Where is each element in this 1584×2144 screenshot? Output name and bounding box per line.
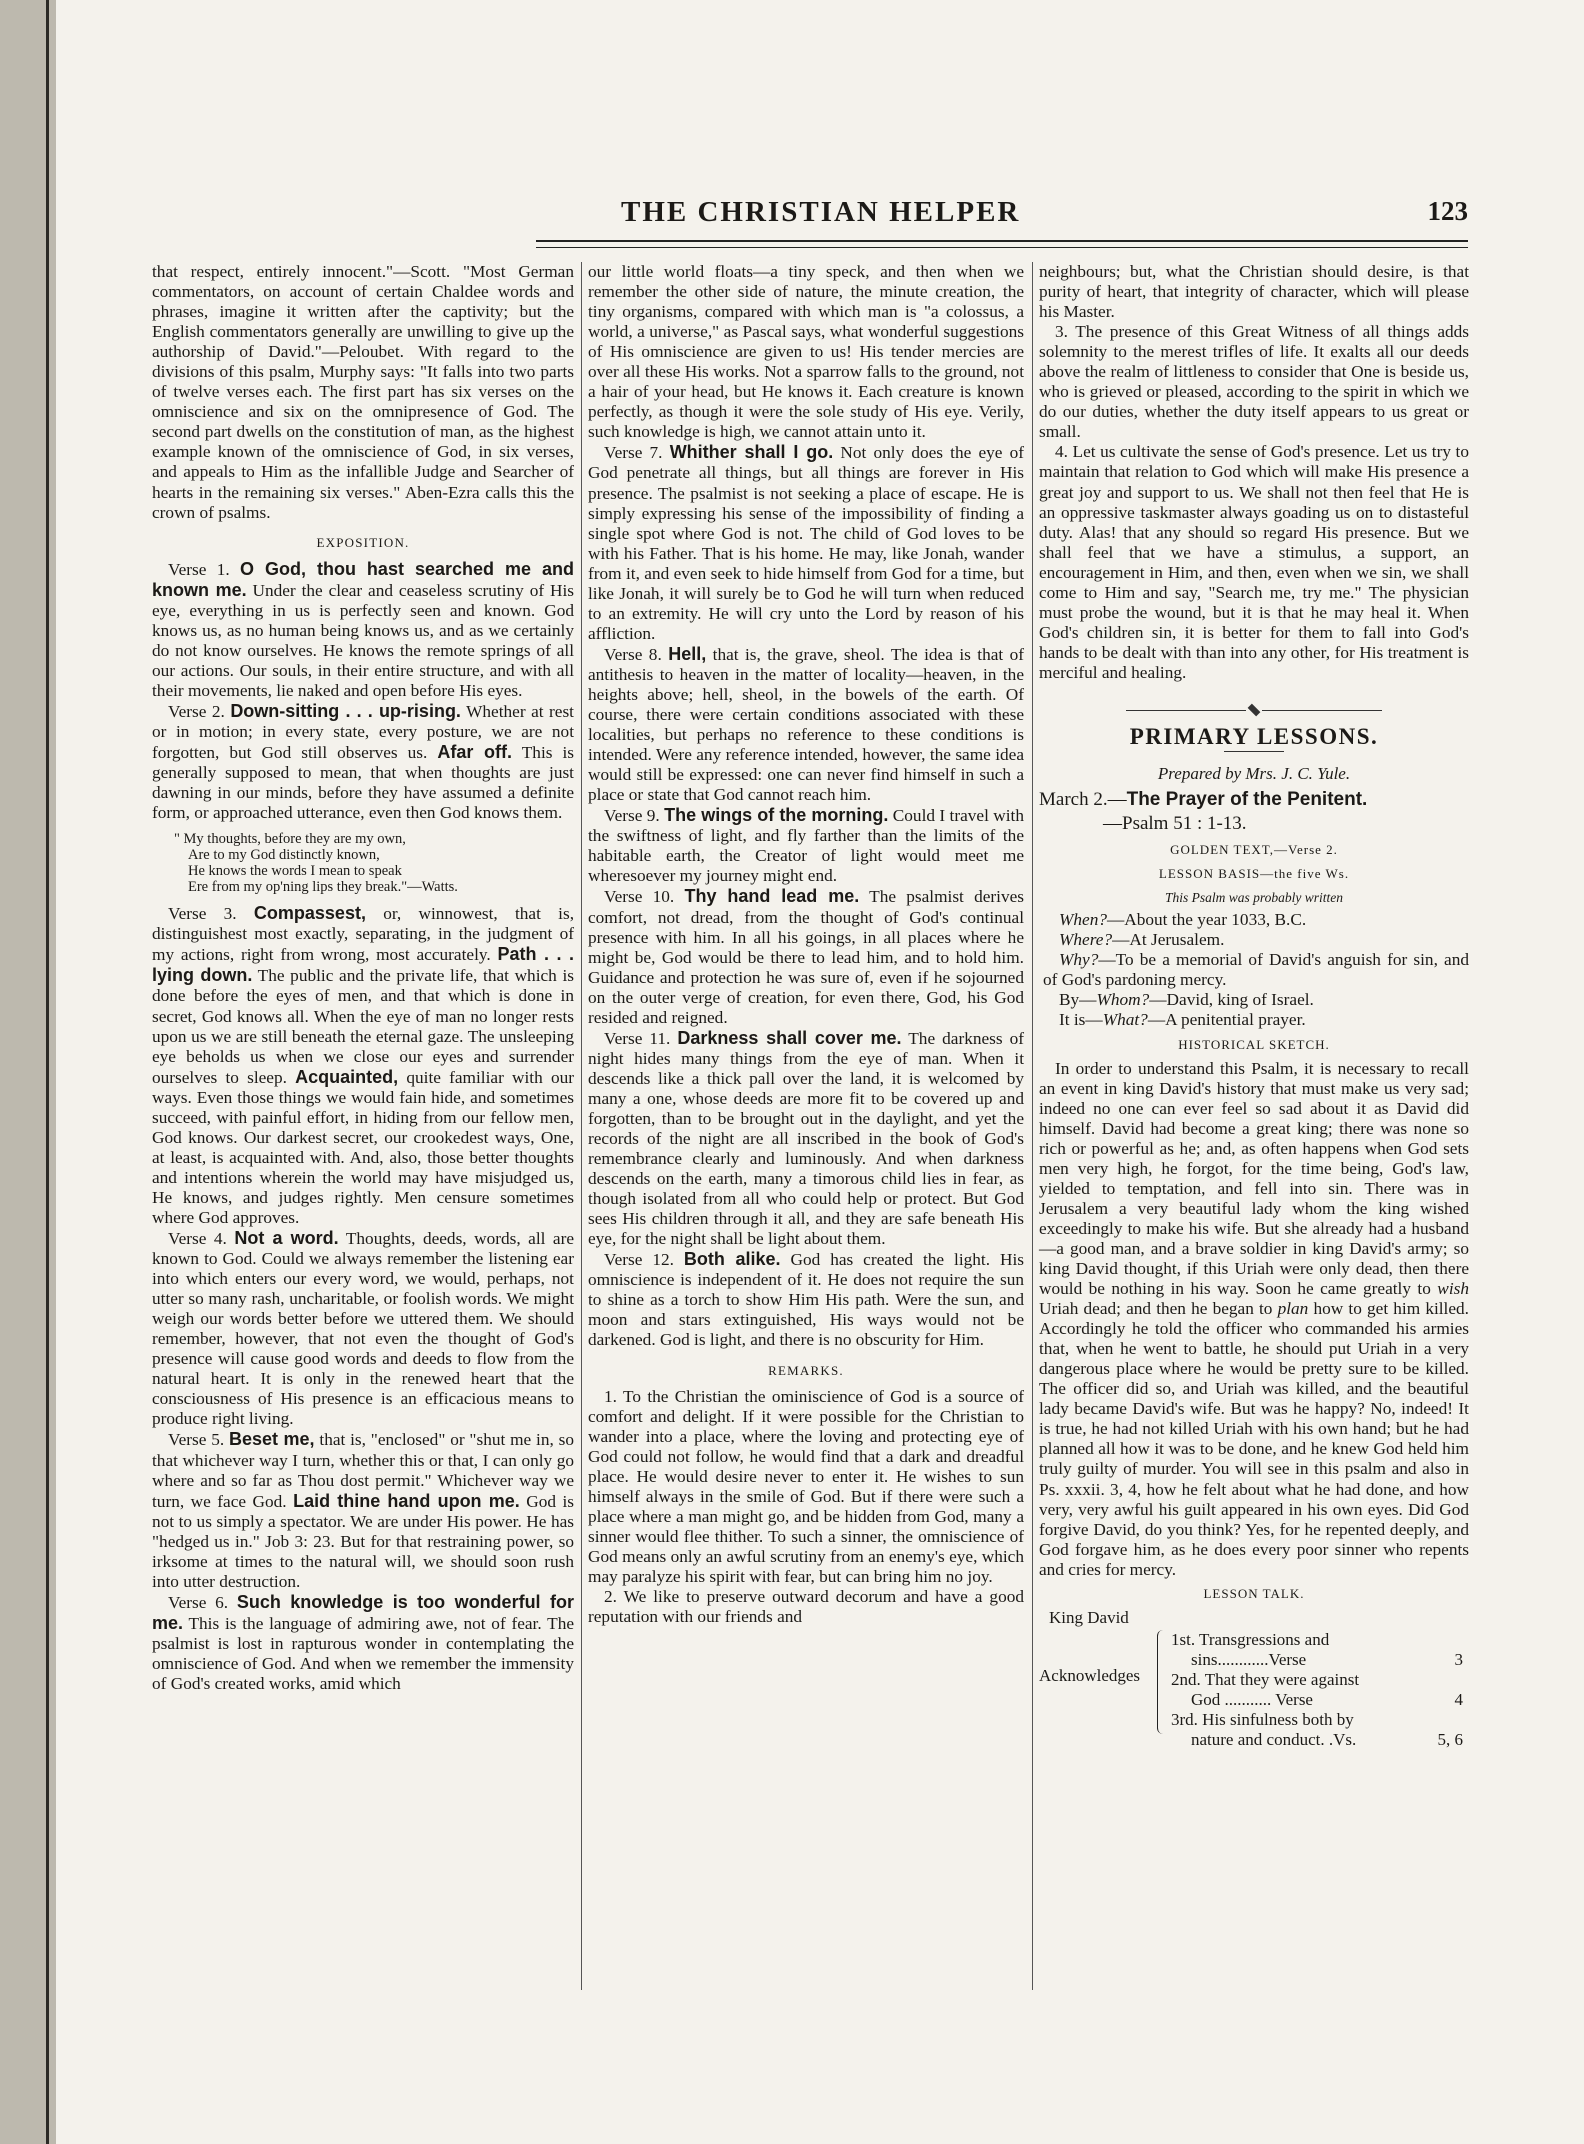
talk-subject: King David <box>1049 1607 1129 1627</box>
remark-2: 2. We like to preserve outward decorum and have a good reputation with our friends and <box>588 1587 1024 1627</box>
lesson-title: March 2.—The Prayer of the Penitent. —Psalm 51 : 1-13. <box>1039 789 1368 835</box>
column-rule-2 <box>1032 262 1033 1990</box>
what-line: It is—What?—A penitential prayer. <box>1059 1010 1306 1030</box>
verse-8-note: Verse 8. Hell, that is, the grave, sheol. The idea is that of antithesis to heaven in the matter of locality—heaven, in the heights above; hell, sheol, in the bowels of the earth. Of course, there were certain conditions associated with these localities, but perhaps no reference to these conditions is intended. Were any reference intended, however, the same idea would still be expressed: one can never find himself in such a place or state that God cannot reach him. <box>588 643 1025 805</box>
verse-4-note: Verse 4. Not a word. Thoughts, deeds, words, all are known to God. Could we always remember the listening ear into which enters our every word, we would, perhaps, not utter so many rash, uncharitable, or foolish words. We might weigh our words better before we uttered them. We should remember, however, that not even the thought of God's presence will cause good words and deeds to flow from the natural heart. It is only in the renewed heart that the consciousness of His presence is an efficacious means to produce right living. <box>152 1228 575 1429</box>
brace <box>1157 1630 1166 1734</box>
verse-11-note: Verse 11. Darkness shall cover me. The darkness of night hides many things from the eye of man. When it descends like a thick pall over the land, it is welcomed by many a one, whose deeds are more fit to be covered up and forgotten, than to be brought out in the daylight, and yet the records of the night are all inscribed in the book of God's remembrance clearly and luminously. And when darkness descends on the earth, many a timorous child lies in fear, as though isolated from all who could help or protect. But God sees His children through it all, and they are safe beneath His eye, for the night shall be light about them. <box>588 1027 1024 1249</box>
historical-sketch: In order to understand this Psalm, it is necessary to recall an event in king David's history that must make us very sad; indeed no one can ever feel so sad about it as David did himself. David had become a great king; there was none so rich or powerful as he; and, as often happens when God sets men very high, he forgot, for the time being, God's law, yielded to temptation, and fell into sin. There was in Jerusalem a very beautiful lady whom the king wished exceedingly to make his wife. But she already had a husband—a good man, and a brave soldier in king David's army; so king David thought, if this Uriah were only dead, then there would be nothing in his way. Soon he came greatly to wish Uriah dead; and then he began to plan how to get him killed. Accordingly he told the officer who commanded his armies that, when he went to battle, he should put Uriah in a very dangerous place where he would be pretty sure to be killed. The officer did so, and Uriah was killed, and the beautiful lady became David's wife. But was he happy? No, indeed! It is true, he had not killed Uriah with his own hand; but he had planned all how it was to be done, and he knew God held him truly guilty of murder. You will see in this psalm and also in Ps. xxxii. 3, 4, how he felt about what he had done, and how very, very awful his guilt appeared in his own eyes. Did God forgive David, do you think? Yes, for he repented deeply, and God forgave him, as he does every poor sinner who repents and cries for mercy. <box>1039 1058 1469 1579</box>
lesson-talk-heading: LESSON TALK. <box>1203 1585 1305 1601</box>
primary-lessons-title: PRIMARY LESSONS. <box>1129 723 1379 749</box>
historical-sketch-heading: HISTORICAL SKETCH. <box>1178 1036 1330 1052</box>
verse-2-note: Verse 2. Down-sitting . . . up-rising. Whether at rest or in motion; in every state, every posture, we are not forgotten, but God still observes us. Afar off. This is generally supposed to mean, that when thoughts are just dawning in our minds, before they have assumed a definite form, or approached utterance, even then God knows them. <box>152 700 575 823</box>
remark-3: 3. The presence of this Great Witness of all things adds solemnity to the merest trifles of life. It exalts all our deeds above the realm of littleness to consider that One is beside us, who is grieved or pleased, according to the spirit in which we do our duties, whether the duty itself appears to us great or small. <box>1039 322 1469 442</box>
talk-verb: Acknowledges <box>1039 1665 1141 1685</box>
remark-2-continued: neighbours; but, what the Christian should desire, is that purity of heart, that integrity of character, which will please his Master. <box>1039 262 1469 322</box>
watts-quotation: " My thoughts, before they are my own, Are to my God distinctly known, He knows the words I mean to speak Ere from my op'ning lips they break."—Watts. <box>174 831 458 896</box>
header-rule <box>536 240 1468 248</box>
remark-1: 1. To the Christian the ominiscience of God is a source of comfort and delight. If it were possible for the Christian to wander into a place, where the loving and protecting eye of God could not follow, he would find that a dark and dreadful place. He would desire never to enter it. He wishes to sun himself always in the smile of God. But if there were such a place where a man might go, and be hidden from God, many a sinner would flee thither. To such a sinner, the omniscience of God means only an awful scrutiny from an enemy's eye, which may paralyze his spirit with fear, but can bring him no joy. <box>588 1386 1024 1586</box>
page-number: 123 <box>1427 196 1468 226</box>
column-rule-1 <box>581 262 582 1990</box>
talk-item: 2nd. That they were against <box>1171 1669 1360 1689</box>
column-3 <box>1039 262 1469 1749</box>
psalm-note: This Psalm was probably written <box>1164 890 1344 906</box>
verse-5-note: Verse 5. Beset me, that is, "enclosed" or "shut me in, so that whichever way I turn, whether this or that, I can only go where and so far as Thou dost permit." Whichever way we turn, we face God. Laid thine hand upon me. God is not to us simply a spectator. We are under His power. He has "hedged us in." Job 3: 23. But for that restraining power, so irksome at times to the natural will, we should soon rush into utter destruction. <box>152 1429 574 1591</box>
running-title: THE CHRISTIAN HELPER <box>621 196 1021 228</box>
byline: Prepared by Mrs. J. C. Yule. <box>1157 764 1351 784</box>
verse-7-note: Verse 7. Whither shall I go. Not only does the eye of God penetrate all things, but all things are forever in His presence. The psalmist is not seeking a place of escape. He is simply expressing his sense of the impossibility of finding a single spot where God is not. The child of God loves to be with his Father. That is his home. He may, like Jonah, wander from it, and even seek to hide himself from God for a time, but like Jonah, it will surely be to God he will turn when reduced to an extremity. He will cry unto the Lord by reason of his affliction. <box>588 442 1024 643</box>
why-line: Why?—To be a memorial of David's anguish for sin, and of God's pardoning mercy. <box>1043 950 1469 990</box>
verse-3-note: Verse 3. Compassest, or, winnowest, that is, distinguishest most exactly, separating, in the judgment of my actions, right from wrong, most accurately. Path . . . lying down. The public and the private life, that which is done before the eyes of men, and that which is done in secret, God knows all. When the eye of man no longer rests upon us we are still beneath the eternal gaze. The unsleeping eye beholds us when we close our eyes and surrender ourselves to sleep. Acquainted, quite familiar with our ways. Even those things we would fain hide, and sometimes succeed, with painful effort, in hiding from our fellow men, God knows. Our darkest secret, our crookedest ways, One, at least, is acquainted with. And, also, those better thoughts and intentions wherein the world may have misjudged us, He knows, and judges rightly. Men censure sometimes where God approves. <box>152 903 575 1227</box>
book-spine-edge <box>0 0 58 2144</box>
talk-item: 3rd. His sinfulness both by <box>1171 1709 1354 1729</box>
exposition-heading: EXPOSITION. <box>316 534 410 550</box>
verse-1-heading: O God, thou hast searched me and known me. <box>152 558 574 600</box>
verse-10-note: Verse 10. Thy hand lead me. The psalmist derives comfort, not dread, from the thought of God's continual presence with him. In all his goings, in all places where he might be, God would be there to lead him, and to hold him. Guidance and protection he was sure of, even if he sojourned on the outer verge of creation, for even there, God, his God resided and reigned. <box>588 886 1024 1027</box>
talk-item: God ........... Verse 4 <box>1191 1689 1463 1709</box>
talk-item: 1st. Transgressions and <box>1171 1629 1330 1649</box>
intro-paragraph: that respect, entirely innocent."—Scott. "Most German commentators, on account of certain Chaldee words and phrases, imagine it written after the captivity; but the English commentators generally are unwilling to give up the authorship of David."—Peloubet. With regard to the divisions of this psalm, Murphy says: "It falls into two parts of twelve verses each. The first part has six verses on the omniscience and six on the omnipresence of God. The second part dwells on the constitution of man, as the highest example known of the omniscience of God, in six verses, and appeals to Him as the infallible Judge and Searcher of hearts in the remaining six verses." Aben-Ezra calls this the crown of psalms. <box>152 262 574 522</box>
remark-4: 4. Let us cultivate the sense of God's presence. Let us try to maintain that relation to God which will make His presence a great joy and support to us. We shall not then feel that He is an oppressive taskmaster always goading us on to distasteful duty. Alas! that any should so regard His presence. But we shall feel that we have a stimulus, a support, an encouragement in Him, and then, even when we sin, we shall come to Him and say, "Search me, try me." The physician must probe the wound, but it is that he may heal it. When God's children sin, it is better for them to fall into God's hands to be dealt with than into any other, for His treatment is merciful and healing. <box>1039 442 1469 682</box>
verse-6-continued: our little world floats—a tiny speck, and then when we remember the other side of nature, the minute creation, the tiny organisms, compared with which man is "a colossus, a world, a universe," as Pascal says, what wonderful suggestions of His omniscience are given to us! His tender mercies are over all these His works. Not a sparrow falls to the ground, not a hair of your head, but He knows it. Each creature is known perfectly, as though it were the sole study of His eye. Verily, such knowledge is high, we cannot attain unto it. <box>588 262 1024 442</box>
talk-items <box>1171 1630 1461 1750</box>
remarks-heading: REMARKS. <box>768 1362 844 1378</box>
verse-6-note: Verse 6. Such knowledge is too wonderful for me. This is the language of admiring awe, not of fear. The psalmist is lost in rapturous wonder in contemplating the omniscience of God. And when we remember the immensity of God's created works, amid which <box>152 1591 574 1694</box>
by-whom-line: By—Whom?—David, king of Israel. <box>1059 990 1314 1010</box>
verse-1-note: Verse 1. O God, thou hast searched me and known me. Under the clear and ceaseless scrutiny of His eye, everything in us is perfectly seen and known. God knows us, as no human being knows us, and as we certainly do not know ourselves. He knows the remote springs of all our actions. Our souls, in their entire structure, and with all their movements, lie naked and open before His eyes. <box>152 558 574 700</box>
talk-item: sins............Verse 3 <box>1191 1649 1463 1669</box>
talk-item: nature and conduct. .Vs. 5, 6 <box>1191 1729 1463 1749</box>
golden-text: GOLDEN TEXT,—Verse 2. <box>1170 842 1338 858</box>
title-rule <box>1224 751 1284 752</box>
spine-shadow <box>46 0 49 2144</box>
verse-9-note: Verse 9. The wings of the morning. Could I travel with the swiftness of light, and fly farther than the limits of the habitable earth, the Creator of light would meet me wheresoever my journey might end. <box>588 805 1024 886</box>
lesson-talk-outline <box>1039 1607 1469 1749</box>
running-header <box>536 192 1468 240</box>
when-line: When?—About the year 1033, B.C. <box>1059 910 1307 930</box>
lesson-name: The Prayer of the Penitent. <box>1126 789 1368 811</box>
section-ornament <box>1039 699 1469 713</box>
column-1 <box>152 262 574 1694</box>
where-line: Where?—At Jerusalem. <box>1059 930 1225 950</box>
lesson-basis: LESSON BASIS—the five Ws. <box>1158 866 1350 882</box>
column-2 <box>588 262 1024 1627</box>
verse-12-note: Verse 12. Both alike. God has created the light. His omniscience is independent of it. He does not require the sun to shine as a torch to show Him His path. Were the sun, and moon and stars extinguished, His ways would not be darkened. God is light, and there is no obscurity for Him. <box>588 1249 1024 1350</box>
